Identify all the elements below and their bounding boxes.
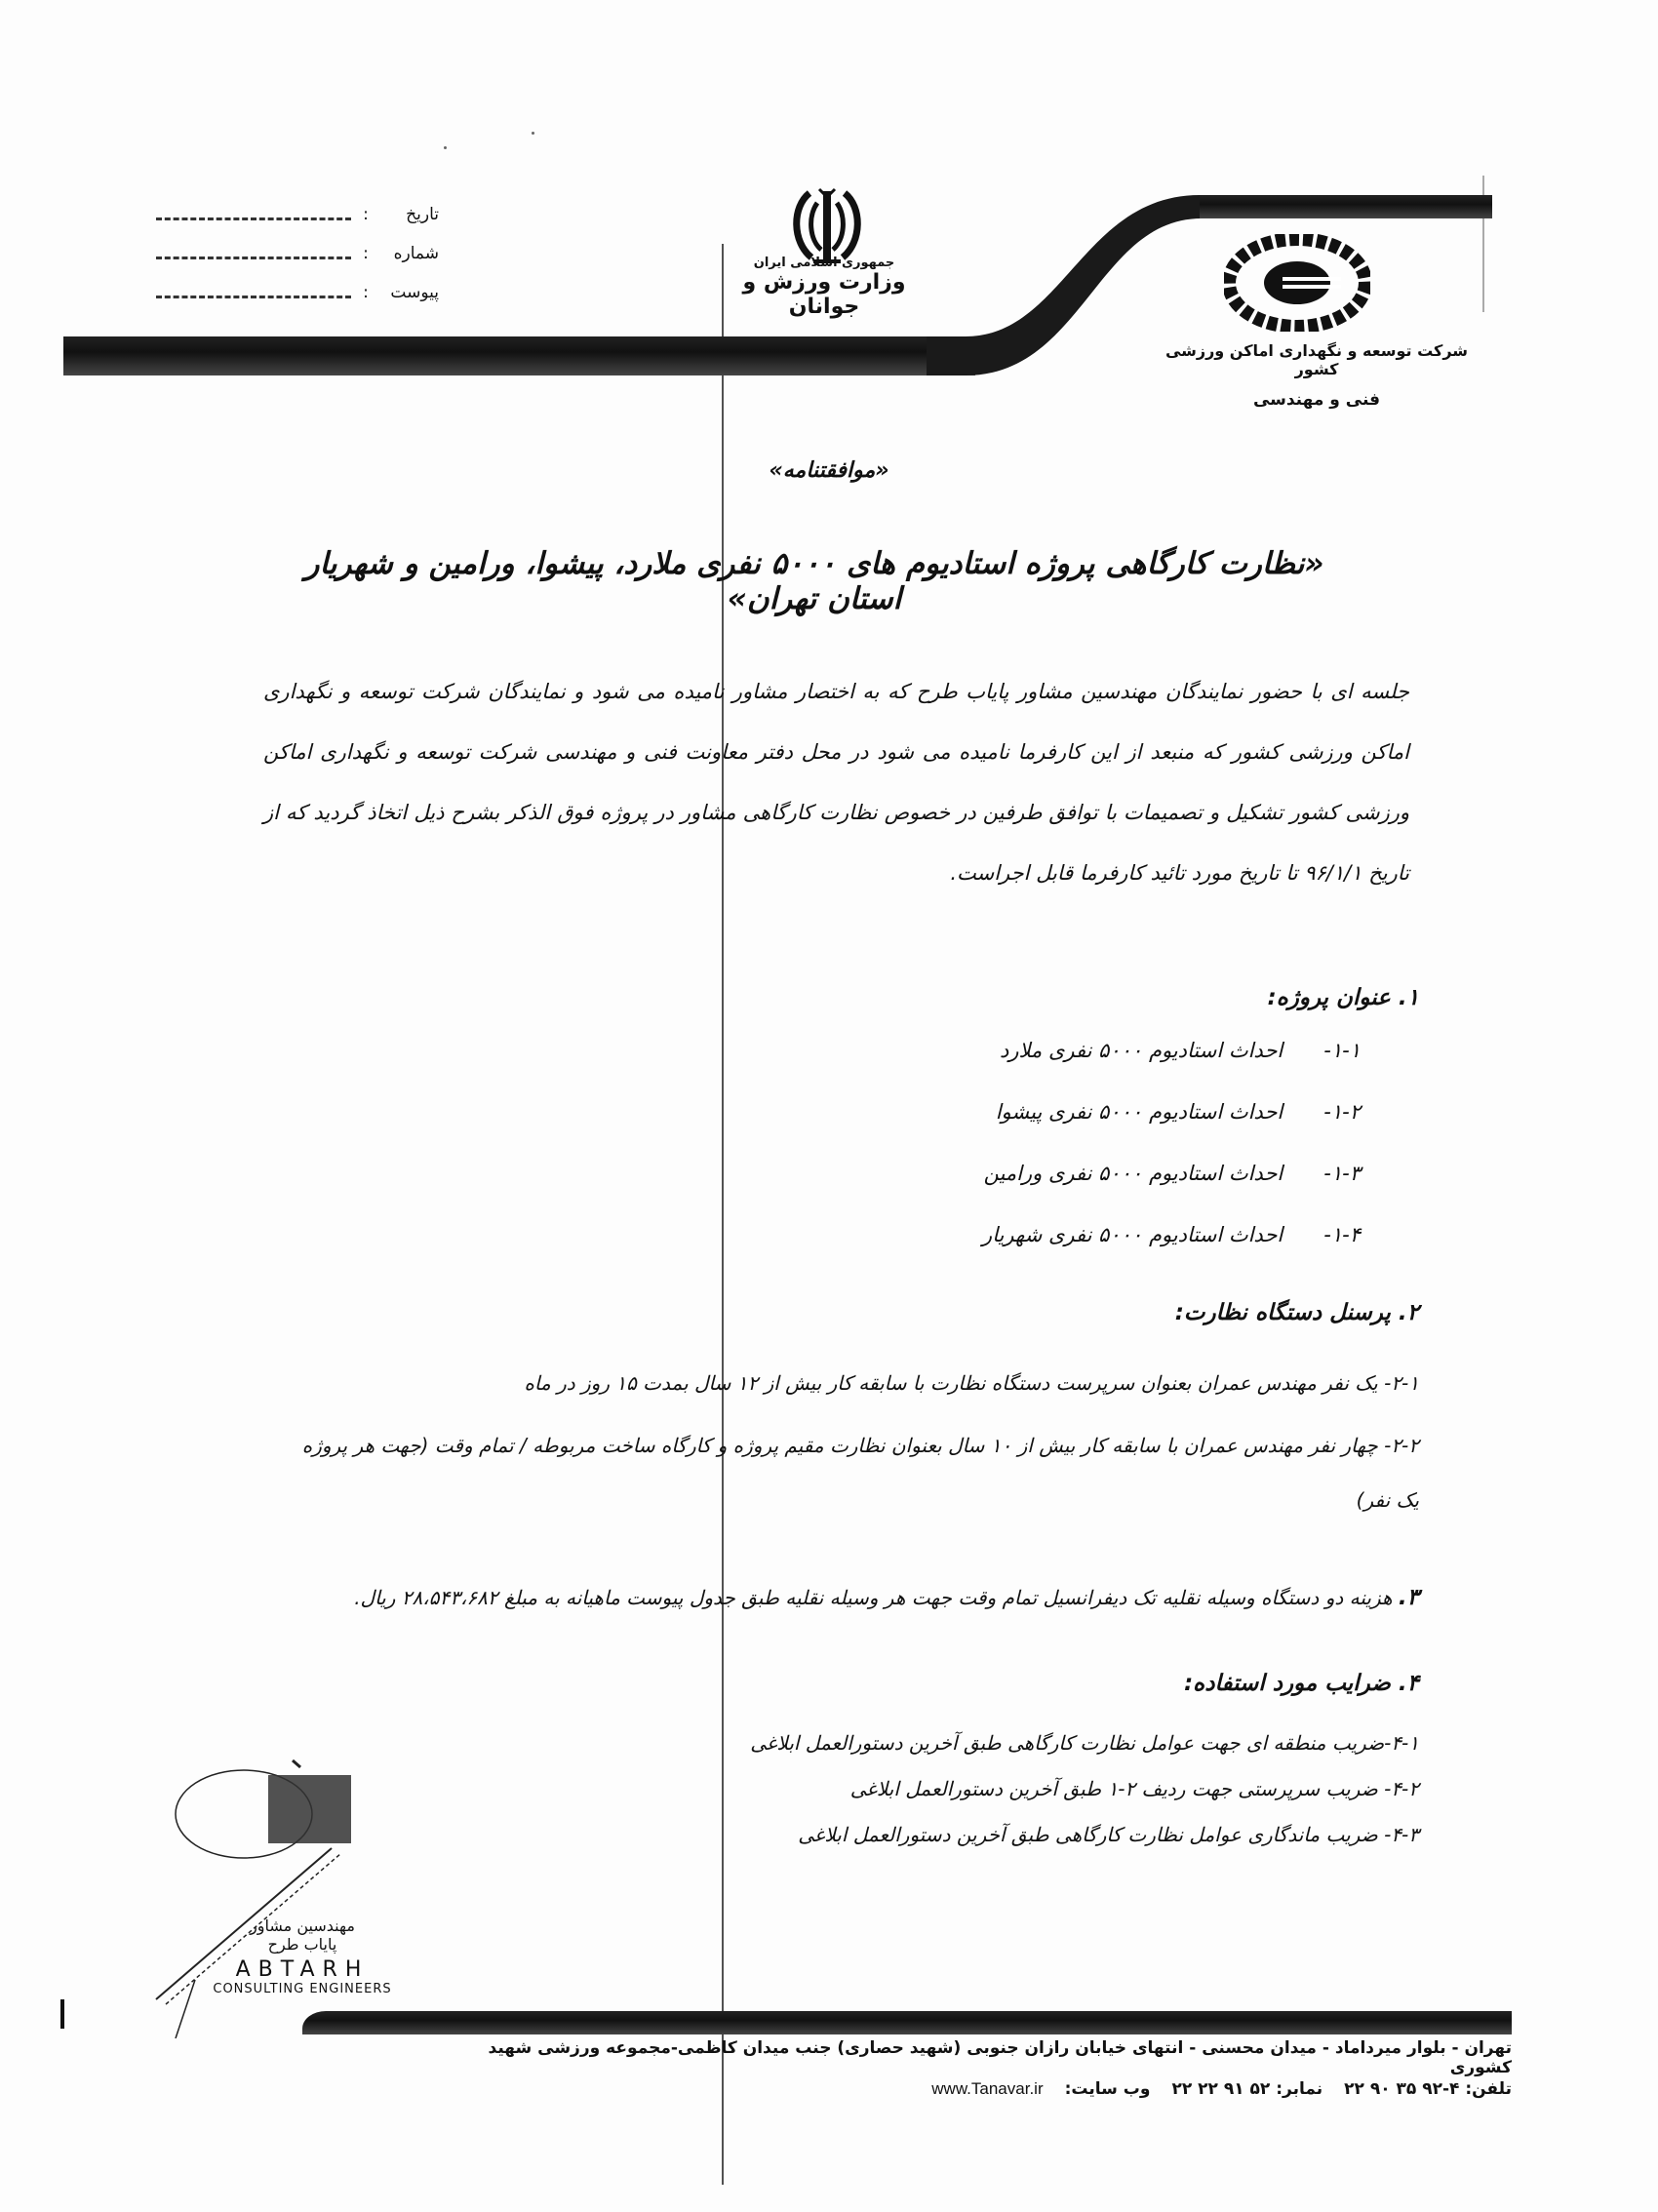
list-item: ۴-۲- ضریب سرپرستی جهت ردیف ۲-۱ طبق آخرین دستورالعمل ابلاغی bbox=[849, 1777, 1419, 1800]
footer-web-label: وب سایت: bbox=[1064, 2079, 1151, 2099]
ministry-name: وزارت ورزش و جوانان bbox=[742, 270, 906, 319]
item-text: احداث استادیوم ۵۰۰۰ نفری شهریار bbox=[982, 1222, 1283, 1246]
item-text: احداث استادیوم ۵۰۰۰ نفری ملارد bbox=[1000, 1038, 1283, 1062]
document-title: «نظارت کارگاهی پروژه استادیوم های ۵۰۰۰ نفری ملارد، پیشوا، ورامین و شهریار استان تهران» bbox=[304, 546, 1324, 616]
item-number: ۱-۴- bbox=[1323, 1222, 1361, 1246]
list-item: ۴-۱-ضریب منطقه ای جهت عوامل نظارت کارگاهی طبق آخرین دستورالعمل ابلاغی bbox=[750, 1731, 1419, 1755]
meta-attachment bbox=[156, 273, 439, 312]
project-list bbox=[982, 1019, 1361, 1265]
list-item bbox=[982, 1204, 1361, 1265]
list-item bbox=[982, 1019, 1361, 1081]
company-logo-icon bbox=[1224, 234, 1370, 332]
footer-website-link[interactable]: www.Tanavar.ir bbox=[931, 2079, 1044, 2098]
footer-band bbox=[302, 2011, 1512, 2034]
meta-date-label: تاریخ bbox=[406, 205, 439, 224]
footer-fax: نمابر: ۵۲ ۹۱ ۲۲ ۲۲ bbox=[1171, 2079, 1323, 2099]
footer-phone: تلفن: ۴-۹۲ ۳۵ ۹۰ ۲۲ bbox=[1344, 2079, 1512, 2099]
list-item: ۲-۲- چهار نفر مهندس عمران با سابقه کار بیش از ۱۰ سال بعنوان نظارت مقیم پروژه و کارگاه ساخت مربوطه / تمام وقت (جهت هر پروژه یک نفر) bbox=[301, 1434, 1419, 1512]
republic-label: جمهوری اسلامی ایران bbox=[753, 256, 895, 270]
meta-attachment-value bbox=[156, 294, 351, 298]
meta-attachment-label: پیوست bbox=[390, 283, 439, 302]
section-heading: ۱. عنوان پروژه: bbox=[1267, 985, 1419, 1010]
meta-number-value bbox=[156, 255, 351, 259]
footer bbox=[439, 2038, 1512, 2099]
stamp-fa-line2: پایاب طرح bbox=[267, 1935, 337, 1954]
meta-number-label: شماره bbox=[393, 244, 439, 263]
section-number: ۳. bbox=[1398, 1585, 1419, 1610]
meta-colon: : bbox=[363, 283, 369, 302]
company-header bbox=[1151, 341, 1482, 410]
header-band bbox=[63, 336, 975, 375]
item-text: احداث استادیوم ۵۰۰۰ نفری پیشوا bbox=[995, 1099, 1283, 1124]
list-item bbox=[982, 1142, 1361, 1204]
item-number: ۱-۳- bbox=[1323, 1161, 1361, 1185]
footer-contact bbox=[439, 2079, 1512, 2099]
list-item bbox=[982, 1081, 1361, 1142]
section-heading: ۲. پرسنل دستگاه نظارت: bbox=[1174, 1300, 1419, 1325]
staff-list bbox=[288, 1356, 1419, 1527]
scan-fold-line bbox=[722, 244, 724, 2185]
stamp-fa-line1: مهندسین مشاور bbox=[250, 1916, 355, 1935]
ministry-header bbox=[717, 256, 931, 319]
section-vehicle-cost bbox=[258, 1585, 1419, 1610]
item-text: احداث استادیوم ۵۰۰۰ نفری ورامین bbox=[983, 1161, 1283, 1185]
stamp-company-name: ABTARH bbox=[235, 1957, 370, 1982]
meta-date bbox=[156, 195, 439, 234]
header-band-right bbox=[1200, 195, 1492, 218]
scan-speck bbox=[444, 146, 447, 149]
meta-number bbox=[156, 234, 439, 273]
margin-mark bbox=[60, 1999, 64, 2029]
scan-speck bbox=[532, 132, 534, 135]
section-supervision-staff bbox=[1175, 1300, 1419, 1325]
list-item: ۴-۳- ضریب ماندگاری عوامل نظارت کارگاهی طبق آخرین دستورالعمل ابلاغی bbox=[798, 1823, 1419, 1846]
section-text: هزینه دو دستگاه وسیله نقلیه تک دیفرانسیل تمام وقت جهت هر وسیله نقلیه طبق جدول پیوست ماهیانه به مبلغ ۲۸،۵۴۳،۶۸۲ ریال. bbox=[354, 1586, 1393, 1609]
meta-colon: : bbox=[363, 244, 369, 263]
meta-date-value bbox=[156, 216, 351, 220]
intro-paragraph: جلسه ای با حضور نمایندگان مهندسین مشاور پایاب طرح که به اختصار مشاور نامیده می شود و نمایندگان شرکت توسعه و نگهداری اماکن ورزشی کشور که منبعد از این کارفرما نامیده می شود در محل دفتر معاونت فنی و مهندسی شرکت توسعه و نگهداری اماکن ورزشی کشور تشکیل و تصمیمات با توافق طرفین در خصوص نظارت کارگاهی مشاور در پروژه فوق الذکر بشرح ذیل اتخاذ گردید که از تاریخ ۹۶/۱/۱ تا تاریخ مورد تائید کارفرما قابل اجراست. bbox=[263, 680, 1409, 885]
item-number: ۱-۲- bbox=[1323, 1099, 1361, 1124]
coefficient-list bbox=[750, 1731, 1419, 1869]
section-heading: ۴. ضرایب مورد استفاده: bbox=[1183, 1671, 1419, 1696]
consultant-stamp bbox=[190, 1916, 414, 1996]
stamp-subtitle: CONSULTING ENGINEERS bbox=[213, 1982, 392, 1996]
footer-address: تهران - بلوار میرداماد - میدان محسنی - انتهای خیابان رازان جنوبی (شهید حصاری) جنب میدان کاظمی-مجموعه ورزشی شهید کشوری bbox=[488, 2038, 1512, 2077]
document-heading: «موافقتنامه» bbox=[769, 458, 889, 483]
letter-meta bbox=[156, 195, 439, 312]
section-coefficients bbox=[1184, 1671, 1419, 1696]
list-item: ۲-۱- یک نفر مهندس عمران بعنوان سرپرست دستگاه نظارت با سابقه کار بیش از ۱۲ سال بمدت ۱۵ روز در ماه bbox=[524, 1371, 1419, 1395]
meta-colon: : bbox=[363, 205, 369, 224]
company-department: فنی و مهندسی bbox=[1252, 390, 1381, 410]
company-name: شرکت توسعه و نگهداری اماکن ورزشی کشور bbox=[1165, 341, 1469, 378]
item-number: ۱-۱- bbox=[1323, 1038, 1361, 1062]
